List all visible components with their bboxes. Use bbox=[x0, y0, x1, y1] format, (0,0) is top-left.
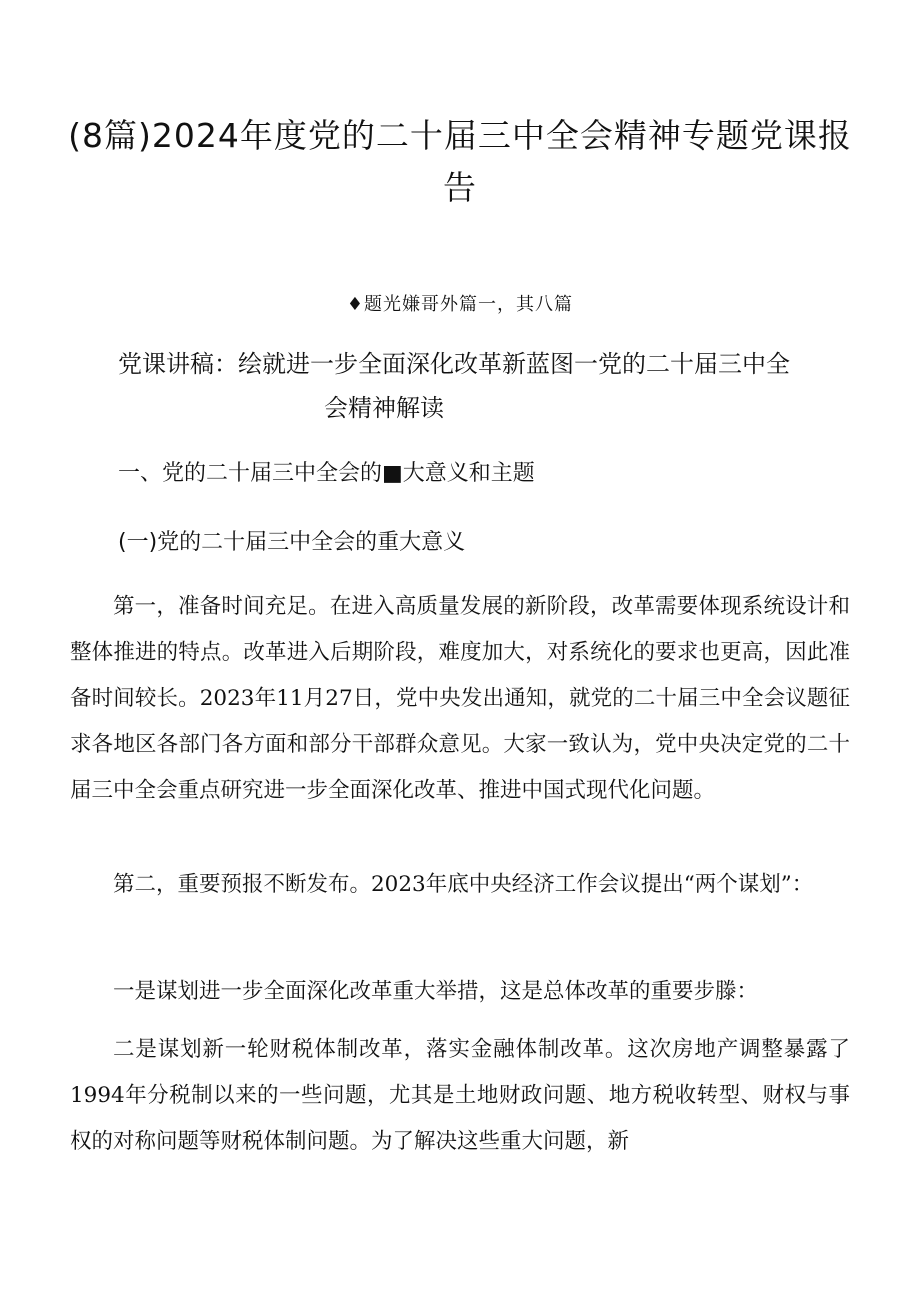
collection-note: ♦题光嫌哥外篇一，其八篇 bbox=[346, 294, 574, 315]
speech-title-line1: 党课讲稿：绘就进一步全面深化改革新蓝图一党的二十届三中全 bbox=[118, 350, 790, 378]
paragraph: 第二，重要预报不断发布。2023年底中央经济工作会议提出“两个谋划”： bbox=[113, 872, 814, 897]
paragraph: 二是谋划新一轮财税体制改革，落实金融体制改革。这次房地产调整暴露了1994年分税制以来的一些问题，尤其是土地财政问题、地方税收转型、财权与事权的对称问题等财税体制问题。为了解决这些重大问题，新 bbox=[70, 1037, 850, 1154]
document-title: (8篇)2024年度党的二十届三中全会精神专题党课报告 bbox=[68, 116, 852, 207]
subsection-heading: (一)党的二十届三中全会的重大意义 bbox=[118, 530, 466, 555]
section-heading: 一、党的二十届三中全会的■大意义和主题 bbox=[118, 461, 535, 486]
paragraph: 第一，准备时间充足。在进入高质量发展的新阶段，改革需要体现系统设计和整体推进的特点。改革进入后期阶段，难度加大，对系统化的要求也更高，因此准备时间较长。2023年11月27日，党中央发出通知，就党的二十届三中全会议题征求各地区各部门各方面和部分干部群众意见。大家一致认为，党中央决定党的二十届三中全会重点研究进一步全面深化改革、推进中国式现代化问题。 bbox=[70, 594, 850, 803]
speech-title bbox=[118, 342, 868, 430]
paragraph: 一是谋划进一步全面深化改革重大举措，这是总体改革的重要步滕： bbox=[113, 979, 759, 1004]
speech-title-line2: 会精神解读 bbox=[324, 394, 444, 422]
